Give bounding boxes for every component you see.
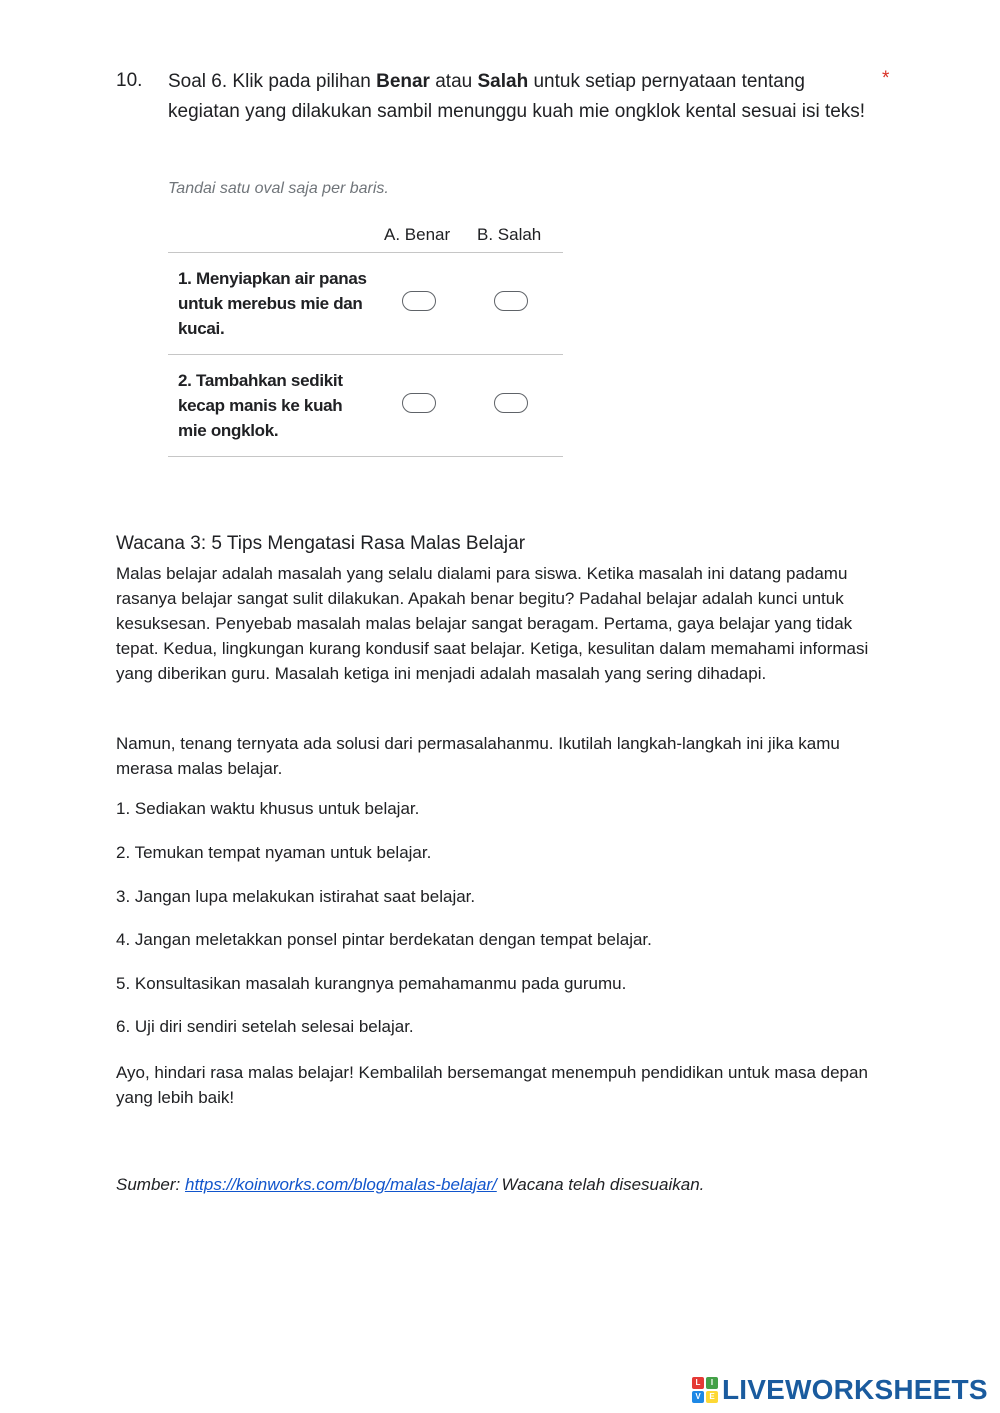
choice-grid — [168, 220, 563, 457]
liveworksheets-brand[interactable] — [692, 1374, 988, 1406]
question-text — [168, 67, 868, 127]
source-prefix: Sumber: — [116, 1175, 185, 1194]
source-line — [116, 1175, 704, 1195]
source-suffix: Wacana telah disesuaikan. — [496, 1175, 705, 1194]
tip-item-1: 1. Sediakan waktu khusus untuk belajar. — [116, 799, 420, 818]
question-text-part: atau — [429, 71, 478, 92]
column-header-benar: A. Benar — [384, 225, 451, 244]
question-text-bold-salah: Salah — [477, 71, 529, 92]
wacana-closing: Ayo, hindari rasa malas belajar! Kembalilah bersemangat menempuh pendidikan untuk masa depan yang lebih baik! — [116, 1063, 868, 1107]
grid-row-1 — [168, 253, 563, 355]
question-text-part: Soal 6. Klik pada pilihan — [168, 71, 377, 92]
brand-name: LIVEWORKSHEETS — [722, 1374, 988, 1405]
radio-row1-benar[interactable] — [402, 291, 436, 311]
radio-row2-benar[interactable] — [402, 393, 436, 413]
logo-tile: V — [692, 1391, 704, 1403]
logo-tile: I — [706, 1377, 718, 1389]
row-label-2: 2. Tambahkan sedikit kecap manis ke kuah mie ongklok. — [178, 371, 343, 440]
tip-item-3: 3. Jangan lupa melakukan istirahat saat belajar. — [116, 887, 476, 906]
tip-item-2: 2. Temukan tempat nyaman untuk belajar. — [116, 843, 432, 862]
grid-header — [168, 220, 563, 253]
required-asterisk: * — [882, 68, 890, 89]
wacana-paragraph-2: Namun, tenang ternyata ada solusi dari permasalahanmu. Ikutilah langkah-langkah ini jika kamu merasa malas belajar. — [116, 734, 840, 778]
tip-item-4: 4. Jangan meletakkan ponsel pintar berdekatan dengan tempat belajar. — [116, 930, 652, 949]
row-label-1: 1. Menyiapkan air panas untuk merebus mie dan kucai. — [178, 269, 367, 338]
logo-tile: L — [692, 1377, 704, 1389]
column-header-salah: B. Salah — [477, 225, 542, 244]
radio-row1-salah[interactable] — [494, 291, 528, 311]
question-number: 10. — [116, 70, 143, 91]
wacana-paragraph-1: Malas belajar adalah masalah yang selalu dialami para siswa. Ketika masalah ini datang padamu rasanya belajar sangat sulit dilakukan. Apakah benar begitu? Padahal belajar adalah kunci untuk kesuksesan. Penyebab masalah malas belajar sangat beragam. Pertama, gaya belajar yang tidak tepat. Kedua, lingkungan kurang kondusif saat belajar. Ketiga, kesulitan dalam memahami informasi yang diberikan guru. Masalah ketiga ini menjadi adalah masalah yang sering dihadapi. — [116, 564, 869, 683]
question-text-part: untuk setiap pernyataan tentang kegiatan yang dilakukan sambil menunggu kuah mie ongklok kental sesuai isi teks! — [168, 71, 866, 122]
liveworksheets-logo-icon — [692, 1377, 718, 1403]
tip-item-6: 6. Uji diri sendiri setelah selesai belajar. — [116, 1017, 414, 1036]
wacana-title: Wacana 3: 5 Tips Mengatasi Rasa Malas Belajar — [116, 533, 526, 554]
radio-row2-salah[interactable] — [494, 393, 528, 413]
tip-item-5: 5. Konsultasikan masalah kurangnya pemahamanmu pada gurumu. — [116, 974, 627, 993]
logo-tile: E — [706, 1391, 718, 1403]
grid-hint: Tandai satu oval saja per baris. — [168, 180, 389, 197]
source-link[interactable]: https://koinworks.com/blog/malas-belajar/ — [184, 1175, 497, 1194]
grid-row-2 — [168, 355, 563, 457]
question-text-bold-benar: Benar — [376, 71, 430, 92]
